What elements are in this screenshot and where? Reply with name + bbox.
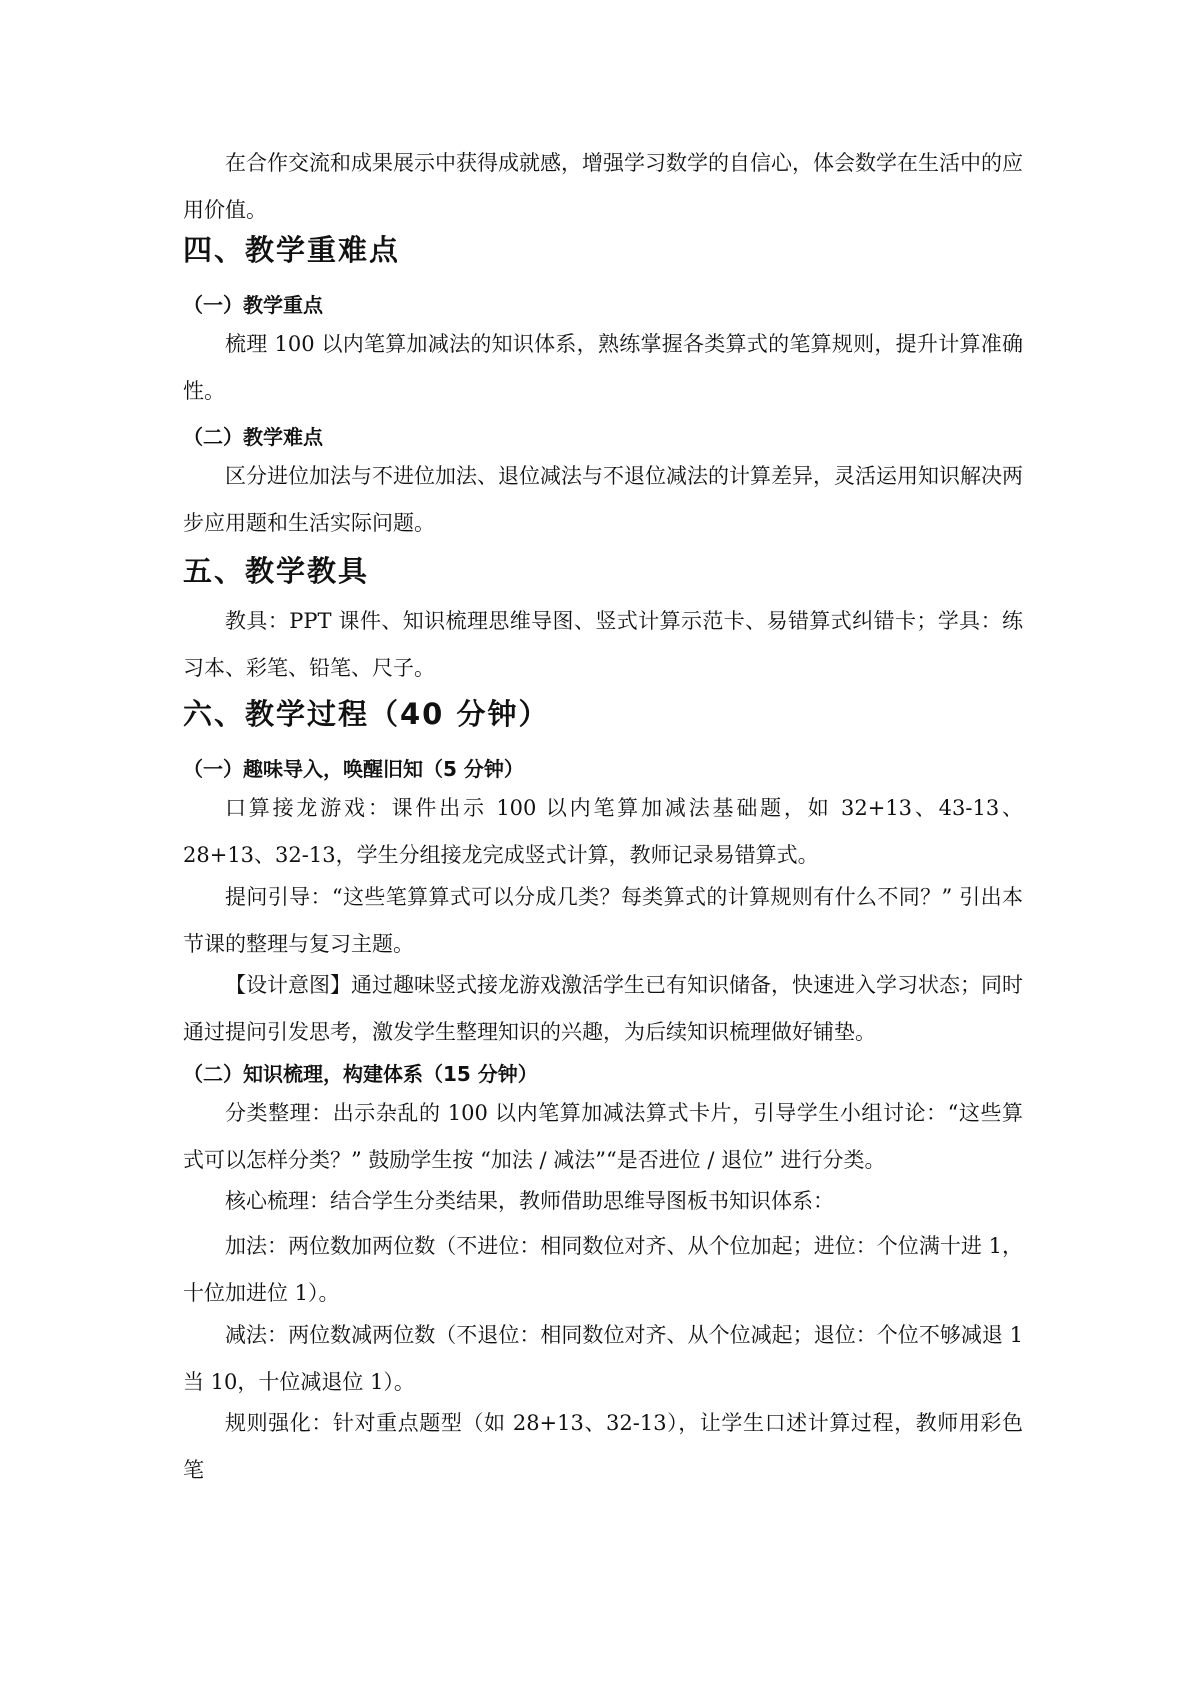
subheading-introduction: （一）趣味导入，唤醒旧知（5 分钟）	[183, 757, 524, 781]
paragraph-question-guide: 提问引导：“这些笔算算式可以分成几类？每类算式的计算规则有什么不同？” 引出本节课的整理与复习主题。	[183, 885, 1023, 956]
heading-section-6: 六、教学过程（40 分钟）	[183, 697, 550, 731]
subheading-difficult-points: （二）教学难点	[183, 425, 323, 449]
paragraph-addition-rules: 加法：两位数加两位数（不进位：相同数位对齐、从个位加起；进位：个位满十进 1，十位加进位 1）。	[183, 1234, 1023, 1305]
paragraph-subtraction-rules: 减法：两位数减两位数（不退位：相同数位对齐、从个位减起；退位：个位不够减退 1 当 10，十位减退位 1）。	[183, 1323, 1023, 1394]
paragraph-design-intent: 【设计意图】通过趣味竖式接龙游戏激活学生已有知识储备，快速进入学习状态；同时通过提问引发思考，激发学生整理知识的兴趣，为后续知识梳理做好铺垫。	[183, 973, 1023, 1044]
paragraph-core-review: 核心梳理：结合学生分类结果，教师借助思维导图板书知识体系：	[225, 1189, 834, 1213]
heading-section-5: 五、教学教具	[183, 554, 370, 588]
subheading-knowledge-review: （二）知识梳理，构建体系（15 分钟）	[183, 1062, 538, 1086]
paragraph-teaching-aids: 教具：PPT 课件、知识梳理思维导图、竖式计算示范卡、易错算式纠错卡；学具：练习本、彩笔、铅笔、尺子。	[183, 609, 1023, 680]
paragraph-emotional-goal: 在合作交流和成果展示中获得成就感，增强学习数学的自信心，体会数学在生活中的应用价值。	[183, 151, 1023, 222]
paragraph-difficult-points: 区分进位加法与不进位加法、退位减法与不退位减法的计算差异，灵活运用知识解决两步应用题和生活实际问题。	[183, 464, 1023, 535]
paragraph-oral-game: 口算接龙游戏：课件出示 100 以内笔算加减法基础题，如 32+13、43-13、28+13、32-13，学生分组接龙完成竖式计算，教师记录易错算式。	[183, 796, 1023, 867]
heading-section-4: 四、教学重难点	[183, 233, 401, 267]
paragraph-key-points: 梳理 100 以内笔算加减法的知识体系，熟练掌握各类算式的笔算规则，提升计算准确性。	[183, 332, 1023, 403]
paragraph-classification: 分类整理：出示杂乱的 100 以内笔算加减法算式卡片，引导学生小组讨论：“这些算式可以怎样分类？” 鼓励学生按 “加法 / 减法”“是否进位 / 退位” 进行分类。	[183, 1101, 1023, 1172]
subheading-key-points: （一）教学重点	[183, 293, 323, 317]
paragraph-rule-reinforcement: 规则强化：针对重点题型（如 28+13、32-13），让学生口述计算过程，教师用彩色笔	[183, 1411, 1023, 1482]
